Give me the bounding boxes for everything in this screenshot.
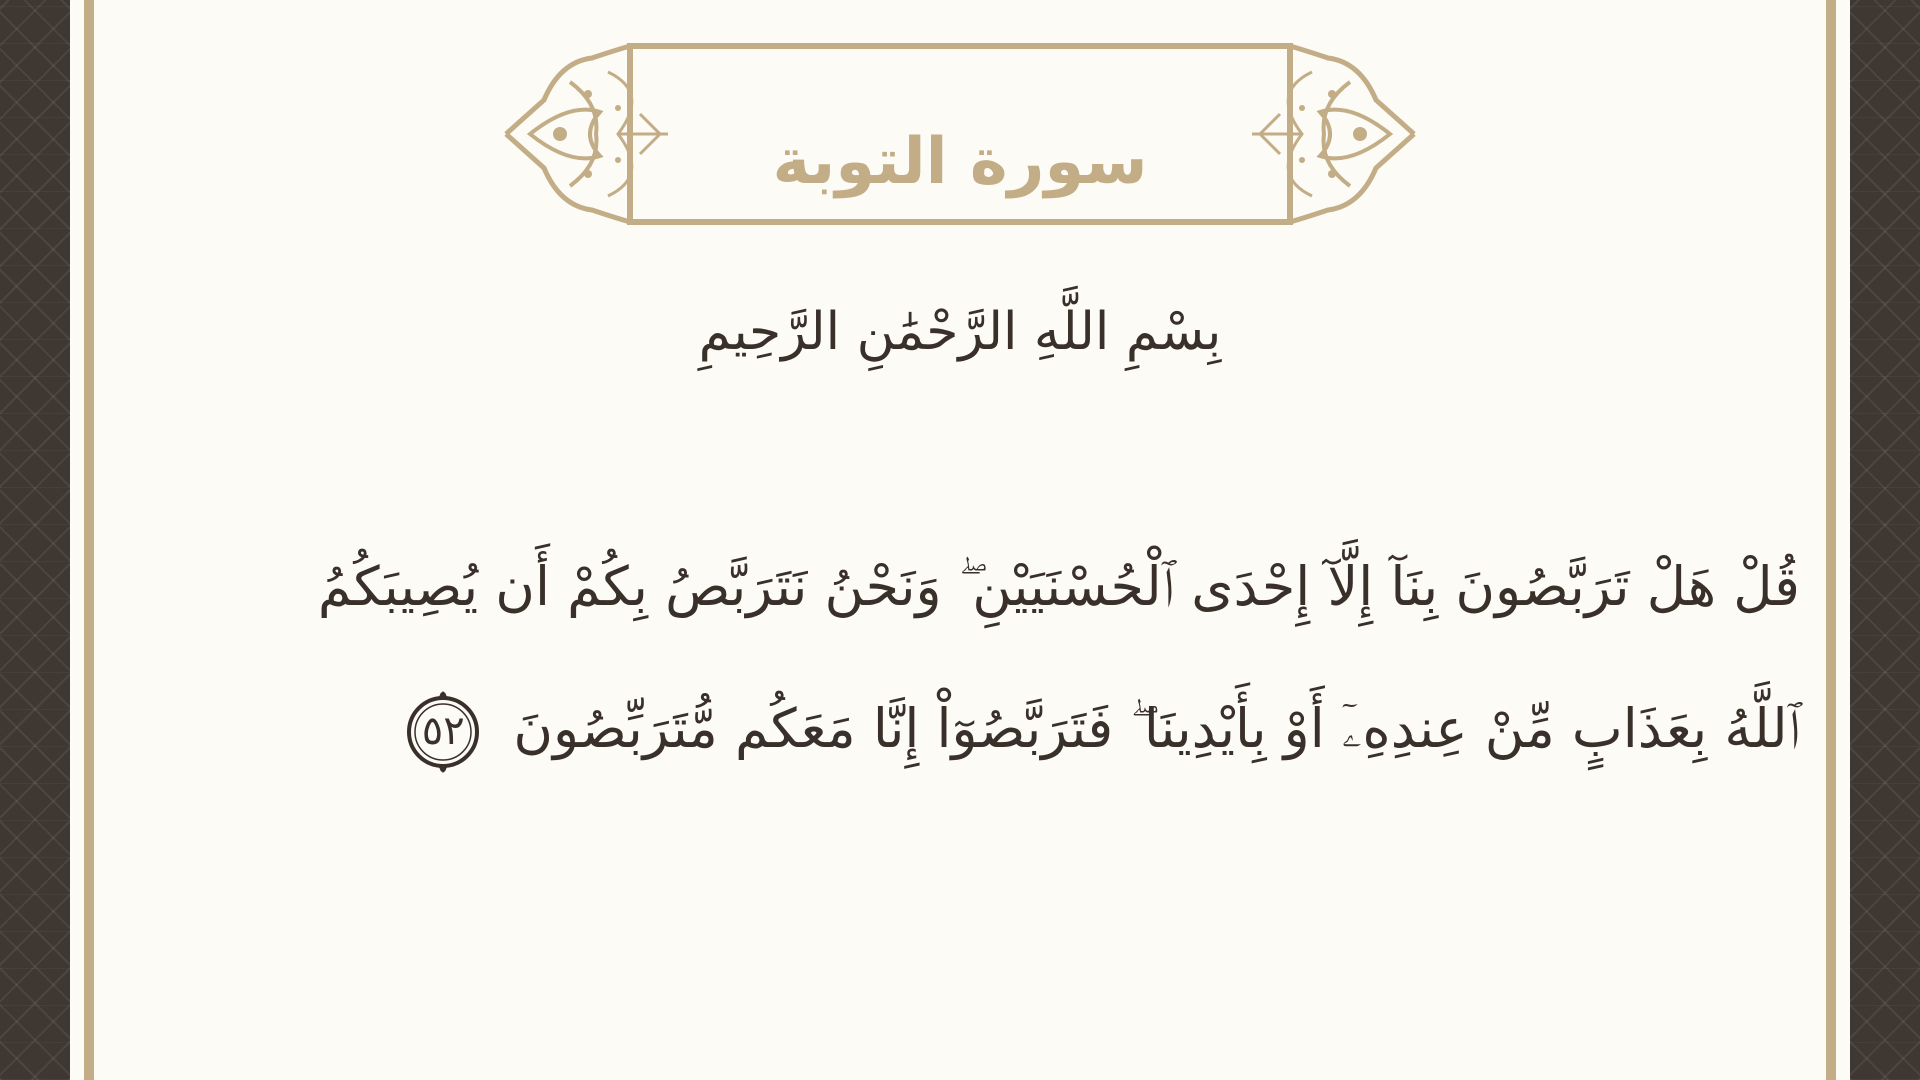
surah-title: سورة التوبة <box>772 125 1148 199</box>
ayah-number: ٥٢ <box>421 708 465 755</box>
ayah-end-marker <box>400 689 486 775</box>
verse-text: قُلْ هَلْ تَرَبَّصُونَ بِنَآ إِلَّآ إِحْدَى ٱلْحُسْنَيَيْنِ ۖ وَنَحْنُ نَتَرَبَّصُ بِكُمْ أَن يُصِيبَكُمُ ٱللَّهُ بِعَذَابٍ مِّنْ عِندِهِۦٓ أَوْ بِأَيْدِينَا ۖ فَتَرَبَّصُوٓاْ إِنَّا مَعَكُم مُّتَرَبِّصُونَ <box>317 555 1800 760</box>
verse-block <box>240 516 1800 800</box>
left-ornamental-panel <box>0 0 70 1080</box>
right-gold-border <box>1826 0 1836 1080</box>
right-ornamental-panel <box>1850 0 1920 1080</box>
basmala: بِسْمِ اللَّهِ الرَّحْمَٰنِ الرَّحِيمِ <box>698 302 1222 362</box>
left-gold-border <box>84 0 94 1080</box>
surah-header-frame <box>500 42 1420 226</box>
